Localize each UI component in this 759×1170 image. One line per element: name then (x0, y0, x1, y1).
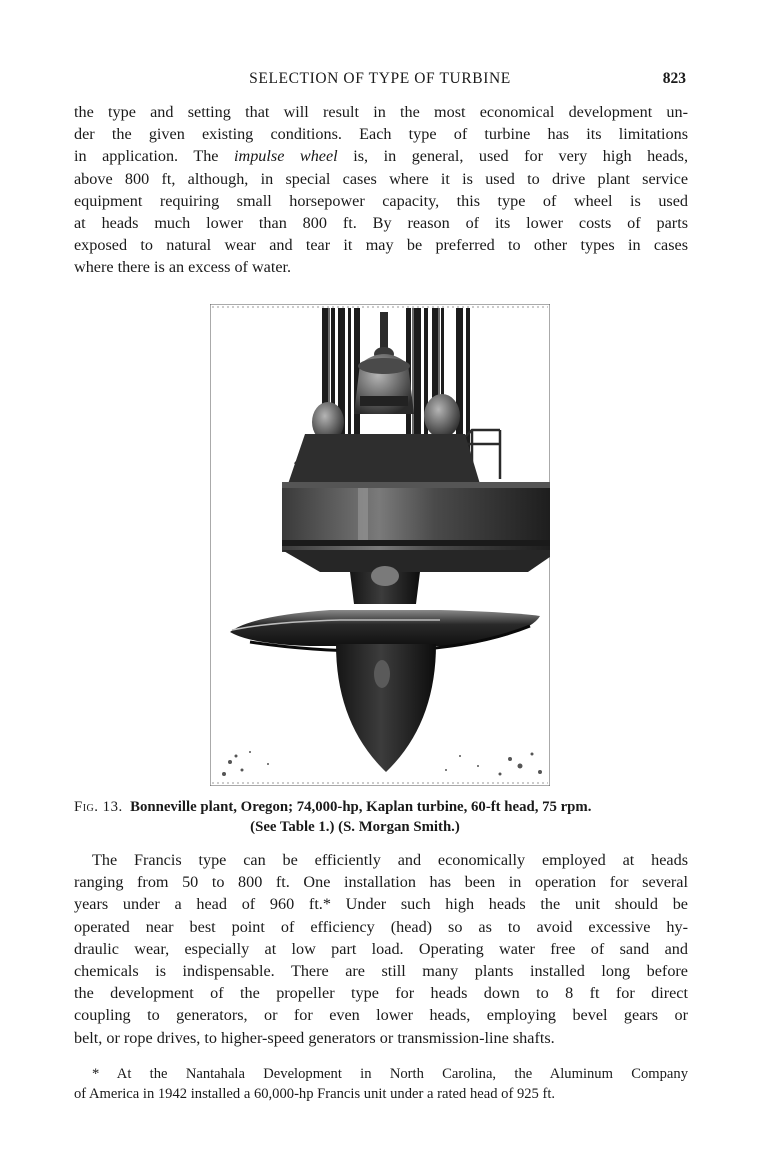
footnote-line: * At the Nantahala Development in North Carolina, the Aluminum Company (92, 1066, 688, 1082)
caption-text: Bonneville plant, Oregon; 74,000-hp, Kaplan turbine, 60-ft head, 75 rpm. (130, 799, 592, 815)
emphasis-impulse-wheel: impulse wheel (234, 147, 338, 166)
intro-paragraph (74, 101, 688, 279)
text-segment: is, in general, used for very high heads, (337, 147, 688, 166)
text-line: chemicals is indispensable. There are still many plants installed long before (74, 962, 688, 981)
running-title: SELECTION OF TYPE OF TURBINE (249, 70, 511, 87)
text-segment: in application. The (74, 147, 235, 166)
figure-label: Fig. 13. (74, 799, 123, 815)
text-line: belt, or rope drives, to higher-speed generators or transmission-line shafts. (74, 1028, 555, 1047)
figure-caption (74, 797, 688, 837)
text-line: exposed to natural wear and tear it may be preferred to other types in cases (74, 236, 688, 255)
text-line: years under a head of 960 ft.* Under such high heads the unit should be (74, 895, 688, 914)
text-line: operated near best point of efficiency (head) so as to avoid excessive hy- (74, 917, 688, 936)
text-line: above 800 ft, although, in special cases where it is used to drive plant service (74, 169, 688, 188)
text-line: der the given existing conditions. Each type of turbine has its limitations (74, 125, 688, 144)
francis-paragraph (74, 849, 688, 1049)
footnote (74, 1064, 688, 1104)
running-head (74, 70, 686, 90)
text-line: ranging from 50 to 800 ft. One installation has been in operation for several (74, 873, 688, 892)
text-line: the type and setting that will result in the most economical development un- (74, 103, 688, 121)
caption-line: (See Table 1.) (S. Morgan Smith.) (250, 819, 460, 835)
footnote-line: of America in 1942 installed a 60,000-hp Francis unit under a rated head of 925 ft. (74, 1086, 556, 1102)
page-number: 823 (662, 70, 686, 87)
text-line: the development of the propeller type for heads down to 8 ft for direct (74, 984, 688, 1003)
turbine-photograph (210, 304, 550, 786)
caption-line (74, 797, 688, 817)
text-line: coupling to generators, or for even lower heads, employing bevel gears or (74, 1006, 688, 1025)
text-line (74, 145, 688, 167)
text-line: draulic wear, especially at low part load. Operating water free of sand and (74, 939, 688, 958)
text-line: where there is an excess of water. (74, 258, 292, 277)
text-line: equipment requiring small horsepower capacity, this type of wheel is used (74, 191, 688, 210)
text-line: The Francis type can be efficiently and economically employed at heads (92, 851, 688, 869)
text-line: at heads much lower than 800 ft. By reason of its lower costs of parts (74, 214, 688, 233)
